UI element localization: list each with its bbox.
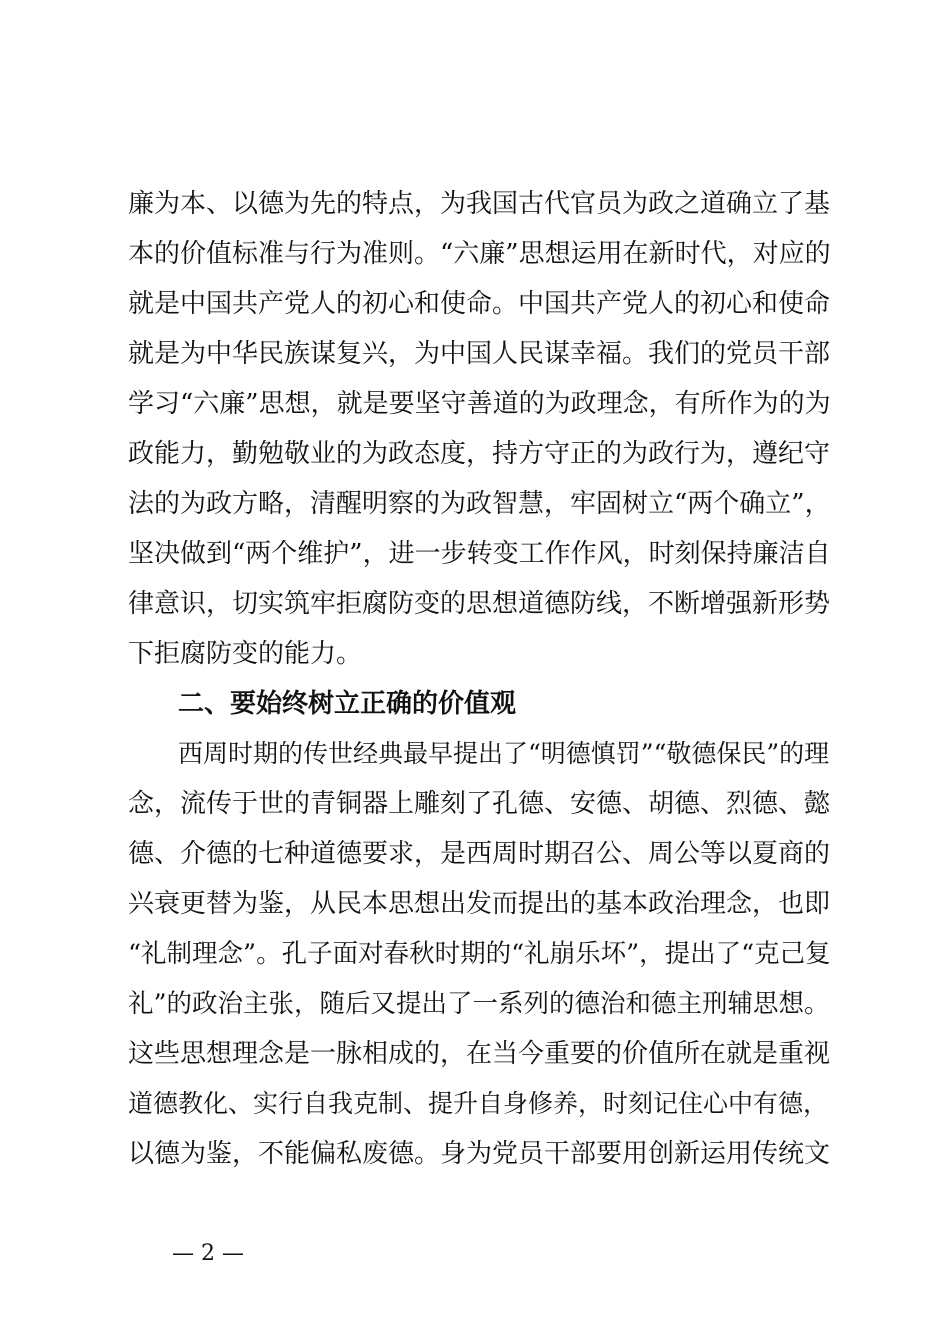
text-line: 以德为鉴，不能偏私废德。身为党员干部要用创新运用传统文	[128, 1139, 831, 1169]
text-line: 律意识，切实筑牢拒腐防变的思想道德防线，不断增强新形势	[128, 589, 831, 619]
text-line: 德、介德的七种道德要求，是西周时期召公、周公等以夏商的	[128, 839, 831, 869]
text-line: 就是为中华民族谋复兴，为中国人民谋幸福。我们的党员干部	[128, 339, 831, 369]
text-line: 坚决做到“两个维护”，进一步转变工作作风，时刻保持廉洁自	[128, 539, 831, 569]
text-line: 就是中国共产党人的初心和使命。中国共产党人的初心和使命	[128, 289, 831, 319]
text-line: 本的价值标准与行为准则。“六廉”思想运用在新时代，对应的	[128, 239, 831, 269]
text-line: 道德教化、实行自我克制、提升自身修养，时刻记住心中有德，	[128, 1089, 829, 1118]
text-line: 兴衰更替为鉴，从民本思想出发而提出的基本政治理念，也即	[128, 889, 831, 919]
text-line: 下拒腐防变的能力。	[128, 639, 363, 669]
text-line: 廉为本、以德为先的特点，为我国古代官员为政之道确立了基	[128, 189, 831, 219]
section-heading: 二、要始终树立正确的价值观	[178, 689, 517, 719]
text-line: 学习“六廉”思想，就是要坚守善道的为政理念，有所作为的为	[128, 389, 831, 419]
text-line: “礼制理念”。孔子面对春秋时期的“礼崩乐坏”，提出了“克己复	[128, 939, 831, 969]
page-number: — 2 —	[172, 1241, 244, 1266]
text-line: 西周时期的传世经典最早提出了“明德慎罚”“敬德保民”的理	[178, 739, 830, 768]
text-line: 念，流传于世的青铜器上雕刻了孔德、安德、胡德、烈德、懿	[128, 789, 831, 819]
text-line: 政能力，勤勉敬业的为政态度，持方守正的为政行为，遵纪守	[128, 439, 831, 469]
text-line: 法的为政方略，清醒明察的为政智慧，牢固树立“两个确立”，	[128, 489, 831, 519]
text-line: 这些思想理念是一脉相成的，在当今重要的价值所在就是重视	[128, 1039, 831, 1069]
text-line: 礼”的政治主张，随后又提出了一系列的德治和德主刑辅思想。	[128, 989, 830, 1019]
